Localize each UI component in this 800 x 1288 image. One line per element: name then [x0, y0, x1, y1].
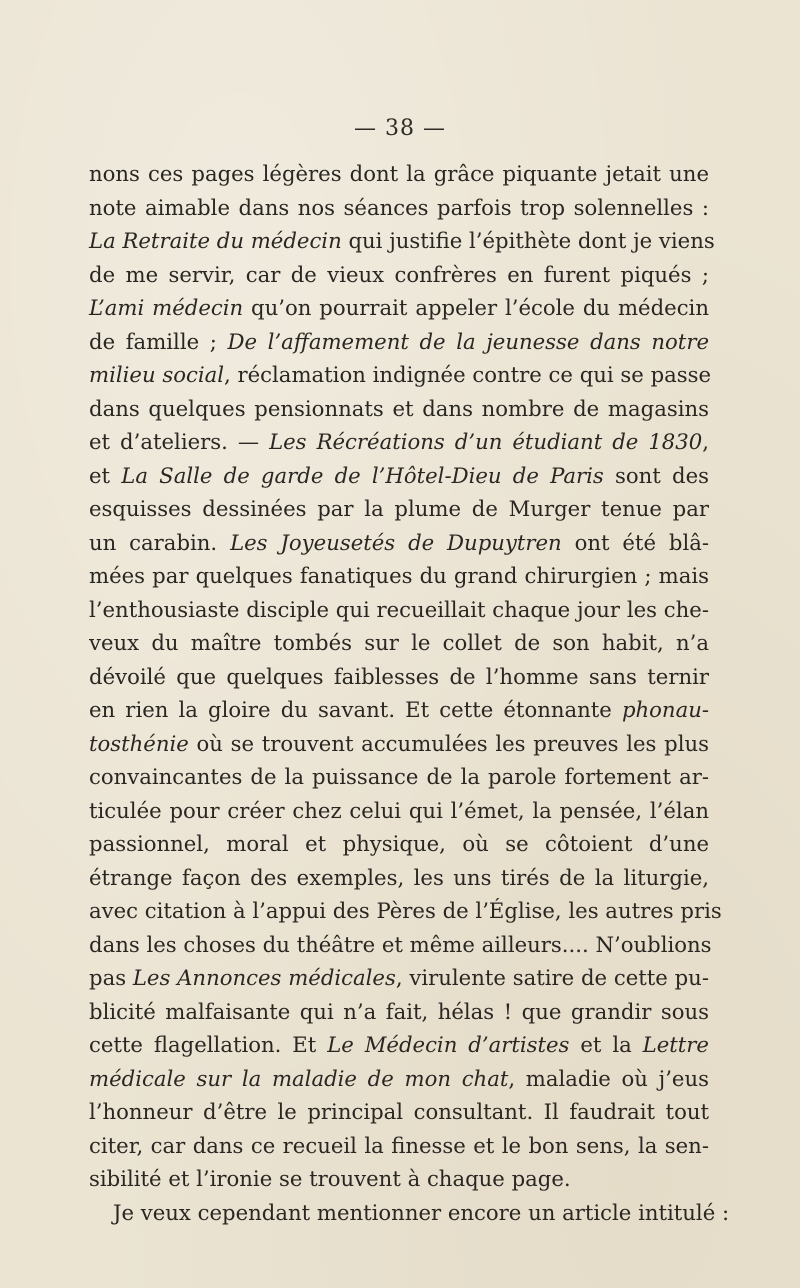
- text-line: [89, 894, 722, 928]
- body-text-segment: sibilité et l’ironie se trouvent à chaque page.: [89, 1166, 571, 1191]
- text-line: [89, 1196, 730, 1230]
- italic-title-text: médicale sur la maladie de mon chat: [89, 1065, 509, 1091]
- text-line: [89, 660, 709, 694]
- text-line: [89, 727, 709, 761]
- text-line: [89, 693, 709, 727]
- text-line: [89, 1028, 709, 1062]
- body-text-segment: esquisses dessinées par la plume de Murger tenue par: [89, 496, 709, 521]
- body-text-segment: et la: [569, 1032, 643, 1057]
- body-text-segment: où se trouvent accumulées les preuves les plus: [188, 730, 709, 756]
- text-line: [89, 224, 715, 258]
- italic-title-text: Les Joyeusetés de Dupuytren: [230, 529, 562, 555]
- body-text-segment: passionnel, moral et physique, où se côtoient d’une: [89, 831, 709, 856]
- body-text-segment: et: [89, 462, 122, 488]
- body-text-segment: sont des: [603, 462, 709, 488]
- body-text-segment: veux du maître tombés sur le collet de son habit, n’a: [89, 630, 709, 655]
- body-text-segment: convaincantes de la puissance de la parole fortement ar-: [89, 764, 709, 789]
- text-line: [89, 492, 709, 526]
- text-line: [89, 559, 709, 593]
- text-line: [89, 1095, 709, 1129]
- italic-title-text: phonau-: [621, 697, 709, 722]
- body-text-segment: en rien la gloire du savant. Et cette étonnante: [89, 697, 622, 722]
- text-line: [89, 593, 709, 627]
- italic-title-text: milieu social: [89, 362, 225, 387]
- page-number: — 38 —: [354, 116, 446, 141]
- body-text-segment: ont été blâ-: [561, 529, 710, 555]
- italic-title-text: L’ami médecin: [89, 295, 244, 320]
- text-line: [89, 358, 712, 392]
- text-line: [89, 1062, 709, 1096]
- text-line: [89, 928, 712, 962]
- text-line: [89, 794, 709, 828]
- italic-title-text: Les Annonces médicales: [132, 965, 396, 990]
- body-text-segment: citer, car dans ce recueil la finesse et le bon sens, la sen-: [89, 1132, 709, 1158]
- text-line: [89, 325, 709, 359]
- body-text-segment: étrange façon des exemples, les uns tirés de la liturgie,: [89, 864, 709, 890]
- body-text-segment: dans quelques pensionnats et dans nombre de magasins: [89, 395, 709, 421]
- text-line: [89, 1129, 709, 1163]
- text-line: [89, 760, 709, 794]
- body-text-segment: cette flagellation. Et: [89, 1032, 328, 1057]
- text-line: [89, 626, 709, 660]
- text-line: [89, 526, 709, 560]
- italic-title-text: tosthénie: [89, 730, 189, 756]
- italic-title-text: Les Récréations d’un étudiant de 1830: [269, 429, 703, 454]
- text-line: [89, 258, 709, 292]
- body-text-segment: , virulente satire de cette pu-: [395, 965, 709, 990]
- body-text-segment: de famille ;: [89, 328, 228, 354]
- text-line: [89, 995, 709, 1029]
- italic-title-text: De l’affamement de la jeunesse dans notre: [227, 328, 709, 354]
- italic-title-text: Le Médecin d’artistes: [327, 1032, 570, 1057]
- body-text-segment: , réclamation indignée contre ce qui se passe: [224, 362, 712, 387]
- body-text-segment: dans les choses du théâtre et même ailleurs.... N’oublions: [89, 931, 712, 957]
- body-text-segment: , maladie où j’eus: [508, 1065, 709, 1091]
- body-text-segment: qu’on pourrait appeler l’école du médecin: [243, 295, 709, 320]
- body-text-segment: l’honneur d’être le principal consultant. Il faudrait tout: [89, 1099, 709, 1124]
- body-text: [89, 157, 730, 1229]
- text-line: [89, 291, 709, 325]
- body-text-segment: l’enthousiaste disciple qui recueillait chaque jour les che-: [89, 596, 709, 622]
- body-text-segment: note aimable dans nos séances parfois trop solennelles :: [89, 194, 709, 220]
- text-line: [89, 157, 709, 191]
- body-text-segment: mées par quelques fanatiques du grand chirurgien ; mais: [89, 563, 709, 588]
- italic-title-text: Lettre: [642, 1032, 709, 1057]
- text-line: [89, 961, 709, 995]
- body-text-segment: nons ces pages légères dont la grâce piquante jetait une: [89, 161, 709, 186]
- text-line: [89, 459, 709, 493]
- body-text-segment: dévoilé que quelques faiblesses de l’homme sans ternir: [89, 663, 709, 689]
- text-line: [89, 861, 709, 895]
- body-text-segment: pas: [89, 965, 133, 990]
- text-line: [89, 191, 709, 225]
- text-line: [89, 1162, 709, 1196]
- body-text-segment: blicité malfaisante qui n’a fait, hélas ! que grandir sous: [89, 998, 709, 1024]
- body-text-segment: qui justifie l’épithète dont je viens: [341, 228, 715, 253]
- text-line: [89, 425, 709, 459]
- body-text-segment: de me servir, car de vieux confrères en furent piqués ;: [89, 261, 709, 287]
- body-text-segment: un carabin.: [89, 529, 231, 555]
- body-text-segment: Je veux cependant mentionner encore un article intitulé :: [113, 1199, 730, 1225]
- text-line: [89, 827, 709, 861]
- italic-title-text: La Salle de garde de l’Hôtel-Dieu de Paris: [121, 462, 604, 488]
- body-text-segment: ,: [702, 429, 709, 454]
- text-line: [89, 392, 709, 426]
- body-text-segment: ticulée pour créer chez celui qui l’émet, la pensée, l’élan: [89, 797, 709, 823]
- italic-title-text: La Retraite du médecin: [89, 228, 342, 253]
- body-text-segment: avec citation à l’appui des Pères de l’Église, les autres pris: [89, 898, 722, 923]
- body-text-segment: et d’ateliers. —: [89, 429, 270, 454]
